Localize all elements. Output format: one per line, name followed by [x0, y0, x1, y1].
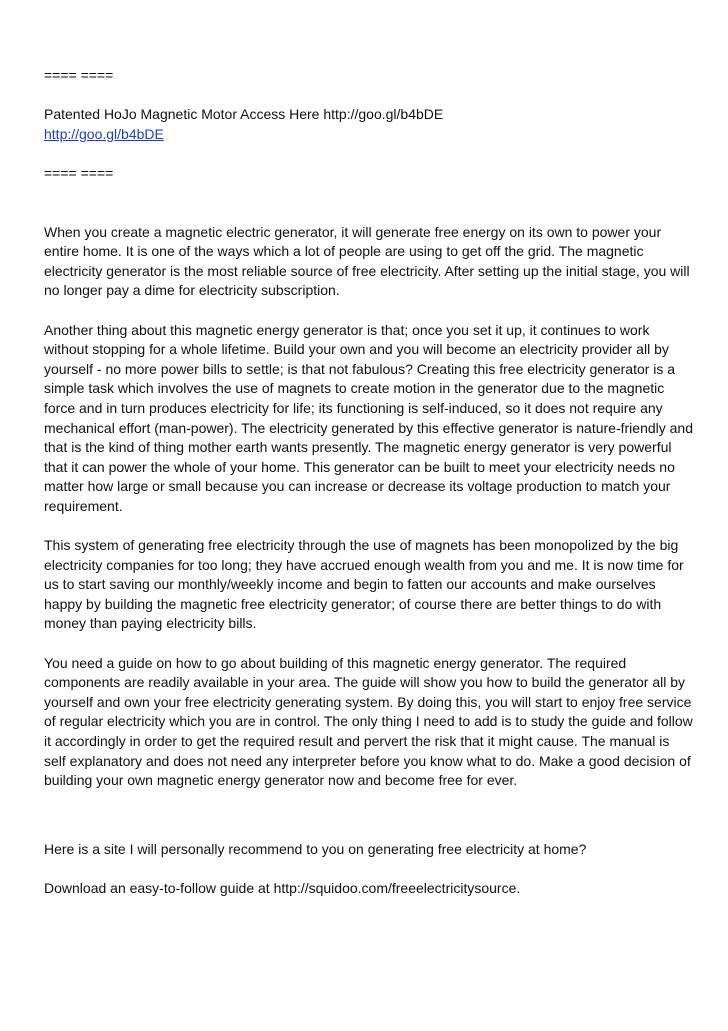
spacer [44, 184, 694, 223]
article-paragraph-2: Another thing about this magnetic energy generator is that; once you set it up, it continues to work without stopping for a whole lifetime. Build your own and you will become an electricity provider all by yourself - no more power bills to settle; is that not fabulous? Creating this free electricity generator is a simple task which involves the use of magnets to create motion in the generator due to the magnetic force and in turn produces electricity for life; its functioning is self-induced, so it does not require any mechanical effort (man-power). The electricity generated by this effective generator is nature-friendly and that is the kind of thing mother earth wants presently. The magnetic energy generator is very powerful that it can power the whole of your home. This generator can be built to meet your electricity needs no matter how large or small because you can increase or decrease its voltage production to match your requirement. [44, 321, 693, 514]
spacer [44, 86, 694, 106]
spacer [44, 144, 694, 164]
article-paragraph-1: When you create a magnetic electric generator, it will generate free energy on its own to power your entire home. It is one of the ways which a lot of people are using to get off the grid. The magnetic electricity generator is the most reliable source of free electricity. After setting up the initial stage, you will no longer pay a dime for electricity subscription. [44, 223, 690, 299]
access-link[interactable]: http://goo.gl/b4bDE [44, 125, 164, 142]
access-line: Patented HoJo Magnetic Motor Access Here http://goo.gl/b4bDE [44, 106, 444, 123]
article-paragraph-3: This system of generating free electricity through the use of magnets has been monopolized by the big electricity companies for too long; they have accrued enough wealth from you and me. It is now time for us to start saving our monthly/weekly income and begin to fatten our accounts and make ourselves happy by building the magnetic free electricity generator; of course there are better things to do with money than paying electricity bills. [44, 537, 684, 632]
recommend-line: Here is a site I will personally recommend to you on generating free electricity at home? [44, 840, 587, 857]
separator-bottom: ==== ==== [44, 164, 114, 181]
separator-top: ==== ==== [44, 67, 114, 83]
document-page [44, 66, 694, 899]
download-line: Download an easy-to-follow guide at http://squidoo.com/freeelectricitysource. [44, 879, 521, 896]
article-paragraph-4: You need a guide on how to go about building of this magnetic energy generator. The required components are readily available in your area. The guide will show you how to build the generator all by yourself and own your free electricity generating system. By doing this, you will start to enjoy free service of regular electricity which you are in control. The only thing I need to add is to study the guide and follow it accordingly in order to get the required result and pervert the risk that it might cause. The manual is self explanatory and does not need any interpreter before you know what to do. Make a good decision of building your own magnetic energy generator now and become free for ever. [44, 654, 693, 789]
spacer [44, 791, 694, 840]
